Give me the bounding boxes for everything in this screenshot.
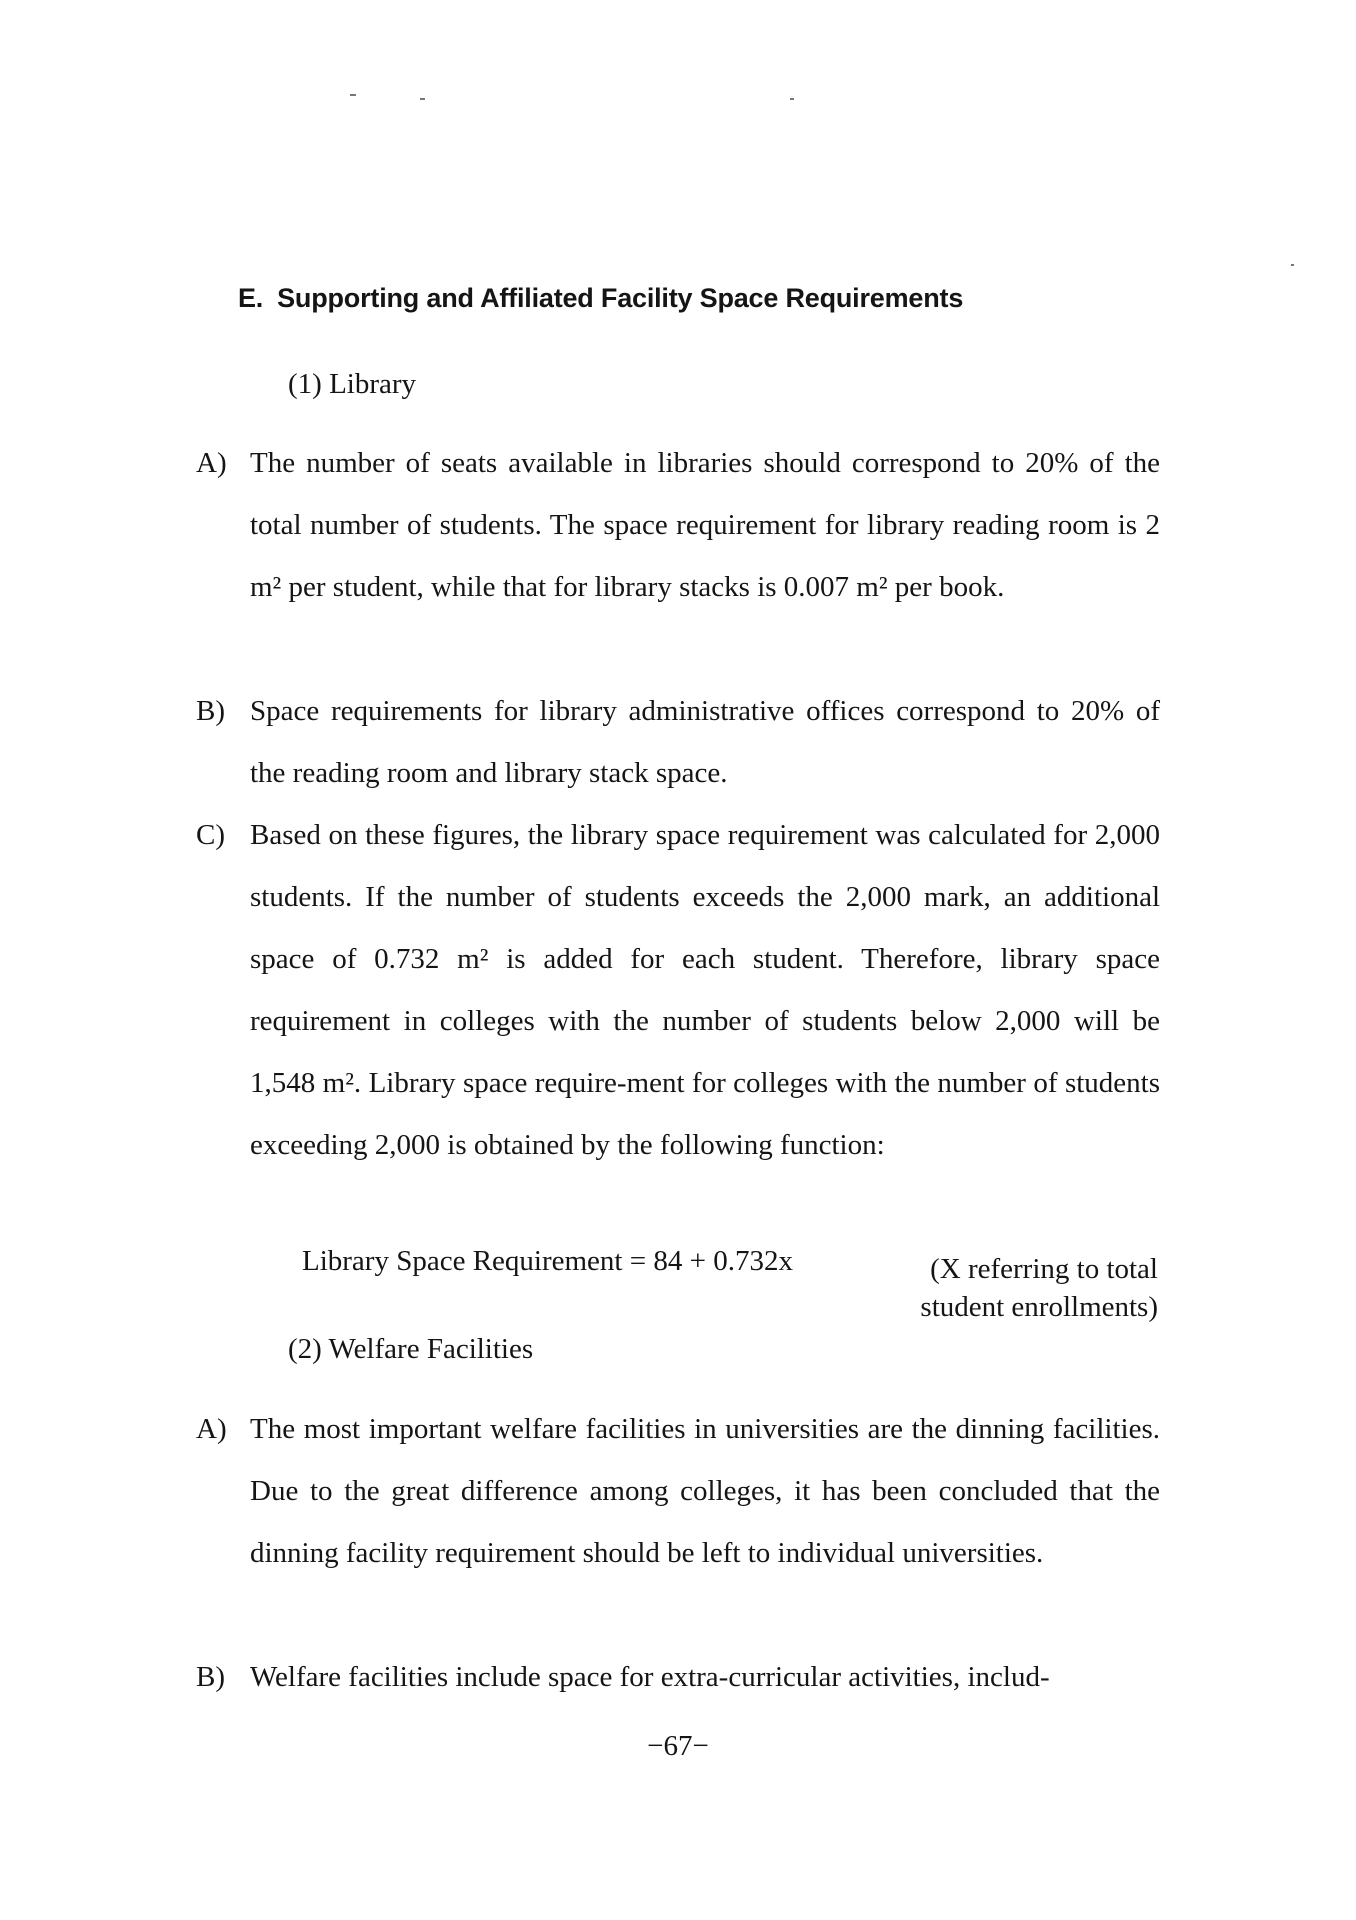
scan-speck [790,98,794,100]
section-heading [238,283,963,314]
library-item-a [196,432,1160,618]
scan-speck [420,98,425,100]
item-marker: B) [196,1661,225,1693]
item-text: Space requirements for library administrative offices correspond to 20% of the reading room and library stack space. [250,695,1160,789]
library-formula-note: (X referring to total student enrollments) [920,1253,1158,1323]
welfare-heading: (2) Welfare Facilities [288,1333,534,1365]
item-marker: A) [196,1413,227,1445]
page-number: −67− [647,1730,709,1762]
section-letter: E. [238,283,264,313]
scan-speck [1291,264,1294,266]
library-item-c [196,804,1160,1176]
scan-speck [350,94,356,96]
item-marker: B) [196,695,225,727]
library-item-b [196,680,1160,804]
item-text: Welfare facilities include space for extra-curricular activities, includ- [250,1661,1050,1693]
item-text: The most important welfare facilities in universities are the dinning facilities. Due to the great difference among colleges, it has been concluded that the dinning facility requirement should be left to individual universities. [250,1413,1160,1569]
item-text: The number of seats available in libraries should correspond to 20% of the total number of students. The space requirement for library reading room is 2 m² per student, while that for library stacks is 0.007 m² per book. [250,447,1160,603]
library-formula: Library Space Requirement = 84 + 0.732x [302,1245,793,1277]
welfare-item-a [196,1398,1160,1584]
item-marker: C) [196,819,225,851]
library-heading: (1) Library [288,368,417,400]
item-text: Based on these figures, the library space requirement was calculated for 2,000 students. If the number of students exceeds the 2,000 mark, an additional space of 0.732 m² is added for each student. Therefore, library space requirement in colleges with the number of students below 2,000 will be 1,548 m². Library space require-ment for colleges with the number of students exceeding 2,000 is obtained by the following function: [250,819,1160,1161]
welfare-item-b [196,1646,1160,1708]
section-title: Supporting and Affiliated Facility Space Requirements [277,283,964,313]
item-marker: A) [196,447,227,479]
